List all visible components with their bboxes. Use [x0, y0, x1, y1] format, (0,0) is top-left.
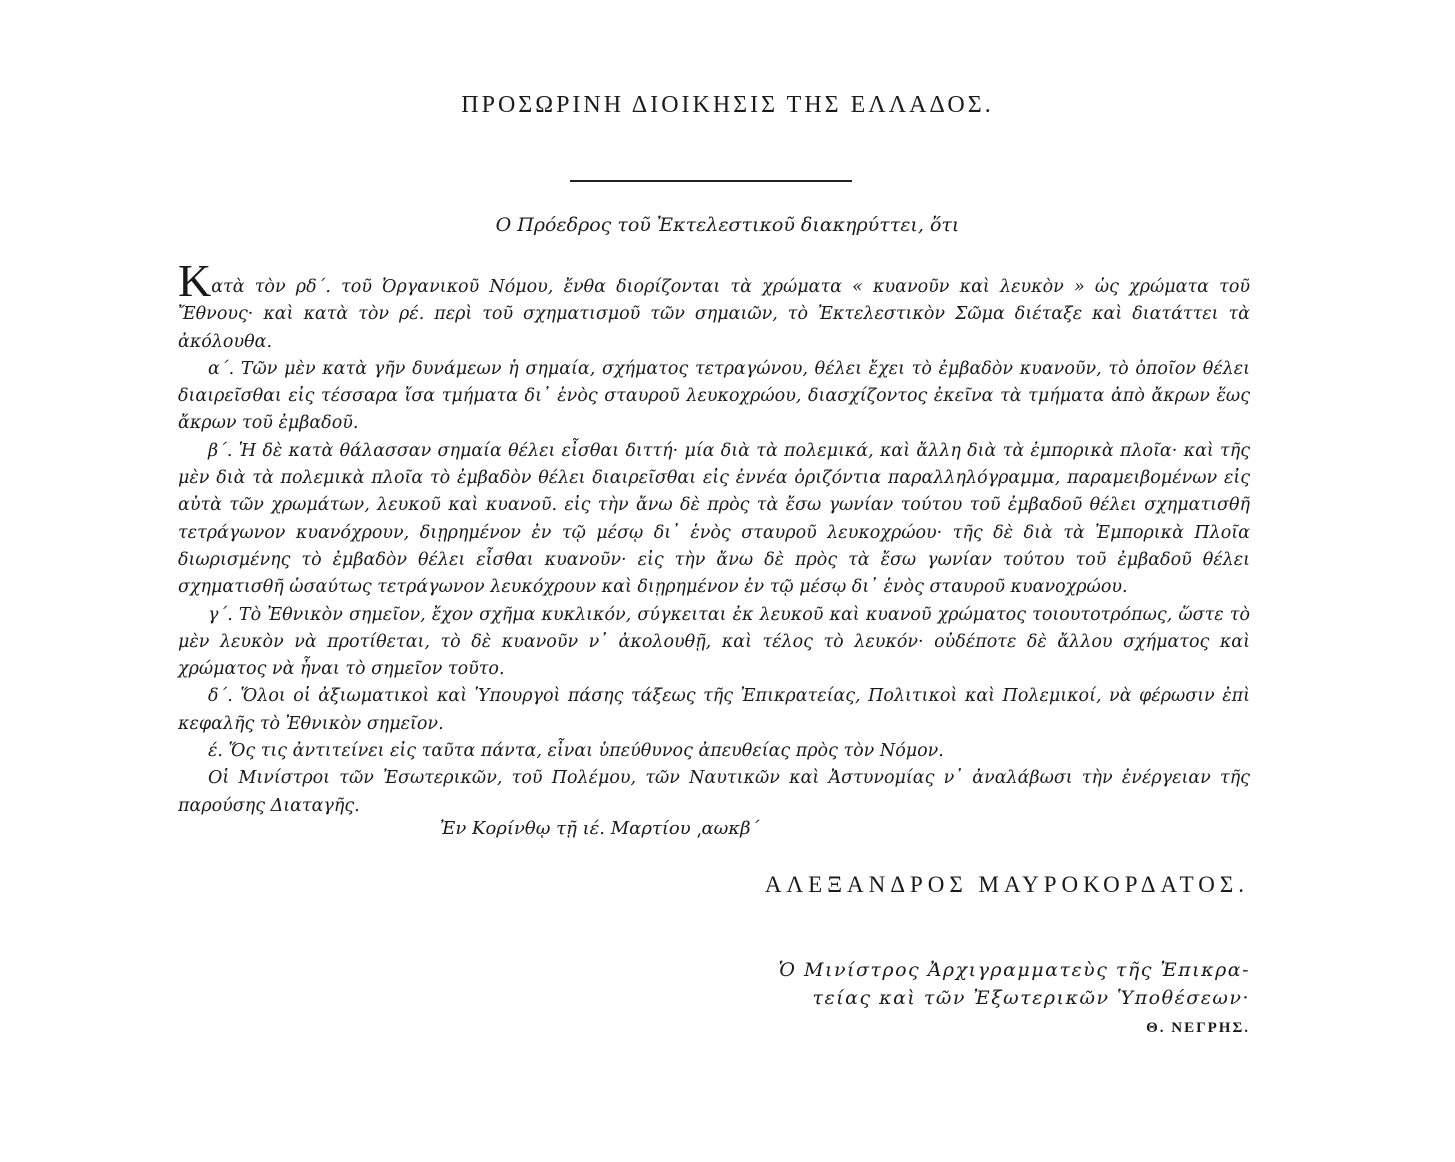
proclamation-subheading: Ο Πρόεδρος τοῦ Ἐκτελεστικοῦ διακηρύττει, ὅτι — [495, 214, 960, 236]
intro-paragraph — [178, 255, 1250, 356]
countersign-name: Θ. ΝΕΓΡΗΣ. — [1146, 1020, 1250, 1036]
article-e: έ. Ὅς τις ἀντιτείνει εἰς ταῦτα πάντα, εἶναι ὑπεύθυνος ἀπευθείας πρὸς τὸν Νόμον. — [208, 741, 944, 762]
president-signature: ΑΛΕΞΑΝΔΡΟΣ ΜΑΥΡΟΚΟΡΔΑΤΟΣ. — [764, 872, 1249, 897]
intro-text: ατὰ τὸν ρδ΄. τοῦ Ὀργανικοῦ Νόμου, ἔνθα διορίζονται τὰ χρώματα « κυανοῦν καὶ λευκὸν » ὡς χρώματα τοῦ Ἔθνους· καὶ κατὰ τὸν ρέ. περὶ τοῦ σχηματισμοῦ τῶν σημαιῶν, τὸ Ἐκτελεστικὸν Σῶμα διέταξε καὶ διατάττει τὰ ἀκόλουθα. — [178, 277, 1250, 352]
article-d: δ΄. Ὅλοι οἱ ἀξιωματικοὶ καὶ Ὑπουργοὶ πάσης τάξεως τῆς Ἐπικρατείας, Πολιτικοὶ καὶ Πολεμικοί, νὰ φέρωσιν ἐπὶ κεφαλῆς τὸ Ἐθνικὸν σημεῖον. — [178, 686, 1250, 734]
place-date: Ἐν Κορίνθῳ τῇ ιέ. Μαρτίου ͵αωκβ΄ — [440, 818, 760, 839]
ministers-paragraph: Οἱ Μινίστροι τῶν Ἐσωτερικῶν, τοῦ Πολέμου, τῶν Ναυτικῶν καὶ Ἀστυνομίας ν᾽ ἀναλάβωσι τὴν ἐνέργειαν τῆς παρούσης Διαταγῆς. — [178, 768, 1250, 816]
drop-cap: Κ — [178, 255, 212, 306]
decree-body — [178, 255, 1250, 820]
document-heading: ΠΡΟΣΩΡΙΝΗ ΔΙΟΙΚΗΣΙΣ ΤΗΣ ΕΛΛΑΔΟΣ. — [461, 92, 994, 118]
article-a: α΄. Τῶν μὲν κατὰ γῆν δυνάμεων ἡ σημαία, σχήματος τετραγώνου, θέλει ἔχει τὸ ἐμβαδὸν κυανοῦν, τὸ ὁποῖον θέλει διαιρεῖσθαι εἰς τέσσαρα ἴσα τμήματα δι᾽ ἑνὸς σταυροῦ λευκοχρώου, διασχίζοντος ἐκεῖνα τὰ τμήματα ἀπὸ ἄκρων ἕως ἄκρων τοῦ ἐμβαδοῦ. — [178, 358, 1250, 434]
article-b: β΄. Ἡ δὲ κατὰ θάλασσαν σημαία θέλει εἶσθαι διττή· μία διὰ τὰ πολεμικά, καὶ ἄλλη διὰ τὰ ἐμπορικὰ πλοῖα· καὶ τῆς μὲν διὰ τὰ πολεμικὰ πλοῖα τὸ ἐμβαδὸν θέλει διαιρεῖσθαι εἰς ἐννέα ὁριζόντια παραλληλόγραμμα, παραμειβομένων εἰς αὐτὰ τῶν χρωμάτων, λευκοῦ καὶ κυανοῦ. εἰς τὴν ἄνω δὲ πρὸς τὰ ἔσω γωνίαν τούτου τοῦ ἐμβαδοῦ θέλει σχηματισθῆ τετράγωνον κυανόχρουν, διῃρημένον ἐν τῷ μέσῳ δι᾽ ἑνὸς σταυροῦ λευκοχρώου· τῆς δὲ διὰ τὰ Ἐμπορικὰ Πλοῖα διωρισμένης τὸ ἐμβαδὸν θέλει εἶσθαι κυανοῦν· εἰς τὴν ἄνω δὲ πρὸς τὰ ἔσω γωνίαν τούτου τοῦ ἐμβαδοῦ θέλει σχηματισθῆ ὡσαύτως τετράγωνον λευκόχρουν καὶ διῃρημένον ἐν τῷ μέσῳ δι᾽ ἑνὸς σταυροῦ κυανοχρώου. — [178, 440, 1250, 598]
countersign-line-2: τείας καὶ τῶν Ἐξωτερικῶν Ὑποθέσεων· — [812, 987, 1250, 1009]
countersign-block — [779, 956, 1250, 1042]
article-c: γ΄. Τὸ Ἐθνικὸν σημεῖον, ἔχον σχῆμα κυκλικόν, σύγκειται ἐκ λευκοῦ καὶ κυανοῦ χρώματος τοιουτοτρόπως, ὥστε τὸ μὲν λευκὸν νὰ προτίθεται, τὸ δὲ κυανοῦν ν᾽ ἀκολουθῇ, καὶ τέλος τὸ λευκόν· οὐδέποτε δὲ ἄλλου σχήματος καὶ χρώματος νὰ ἦναι τὸ σημεῖον τοῦτο. — [178, 604, 1250, 680]
heading-divider — [570, 180, 852, 182]
countersign-line-1: Ὁ Μινίστρος Ἀρχιγραμματεὺς τῆς Ἐπικρα- — [778, 959, 1250, 981]
